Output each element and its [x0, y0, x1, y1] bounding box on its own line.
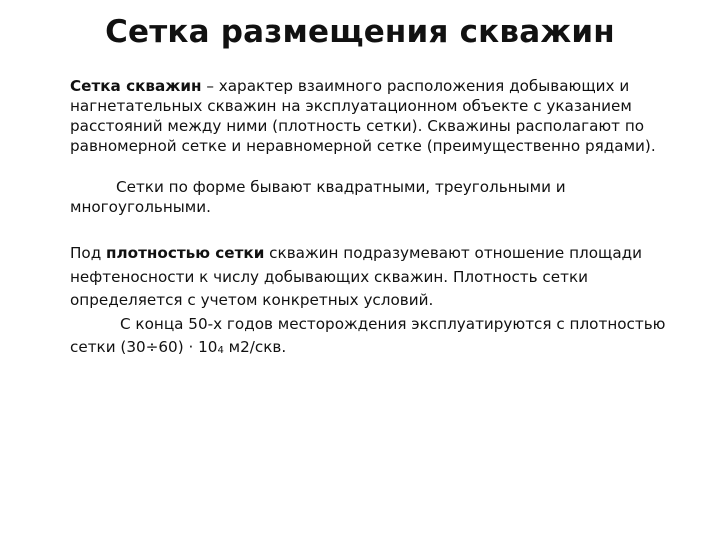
density-text: скважин подразумевают отношение площади нефтеносности к числу добывающих скважин. Плотность сетки определяется с учетом конкретных условий. [70, 244, 643, 309]
definition-text: – характер взаимного расположения добывающих и нагнетательных скважин на эксплуатационном объекте с указанием расстояний между ними (плотность сетки). Скважины располагают по равномерной сетке и неравномерной сетке (преимущественно рядами). [70, 77, 656, 155]
slide-title: Сетка размещения скважин [105, 14, 615, 50]
exponent: 4 [217, 345, 224, 356]
paragraph-definition [70, 76, 690, 156]
paragraph-grid-shapes: Сетки по форме бывают квадратными, треугольными и многоугольными. [70, 178, 566, 216]
paragraph-grid-density [70, 242, 690, 362]
density-unit: м2/скв. [223, 338, 287, 356]
term-well-grid: Сетка скважин [70, 77, 202, 95]
density-lead: Под [70, 244, 107, 262]
density-history-text: С конца 50-х годов месторождения эксплуатируются с плотностью сетки (30÷60) · 10 [70, 314, 666, 356]
term-grid-density: плотностью сетки [106, 244, 265, 262]
slide-body [70, 76, 690, 362]
